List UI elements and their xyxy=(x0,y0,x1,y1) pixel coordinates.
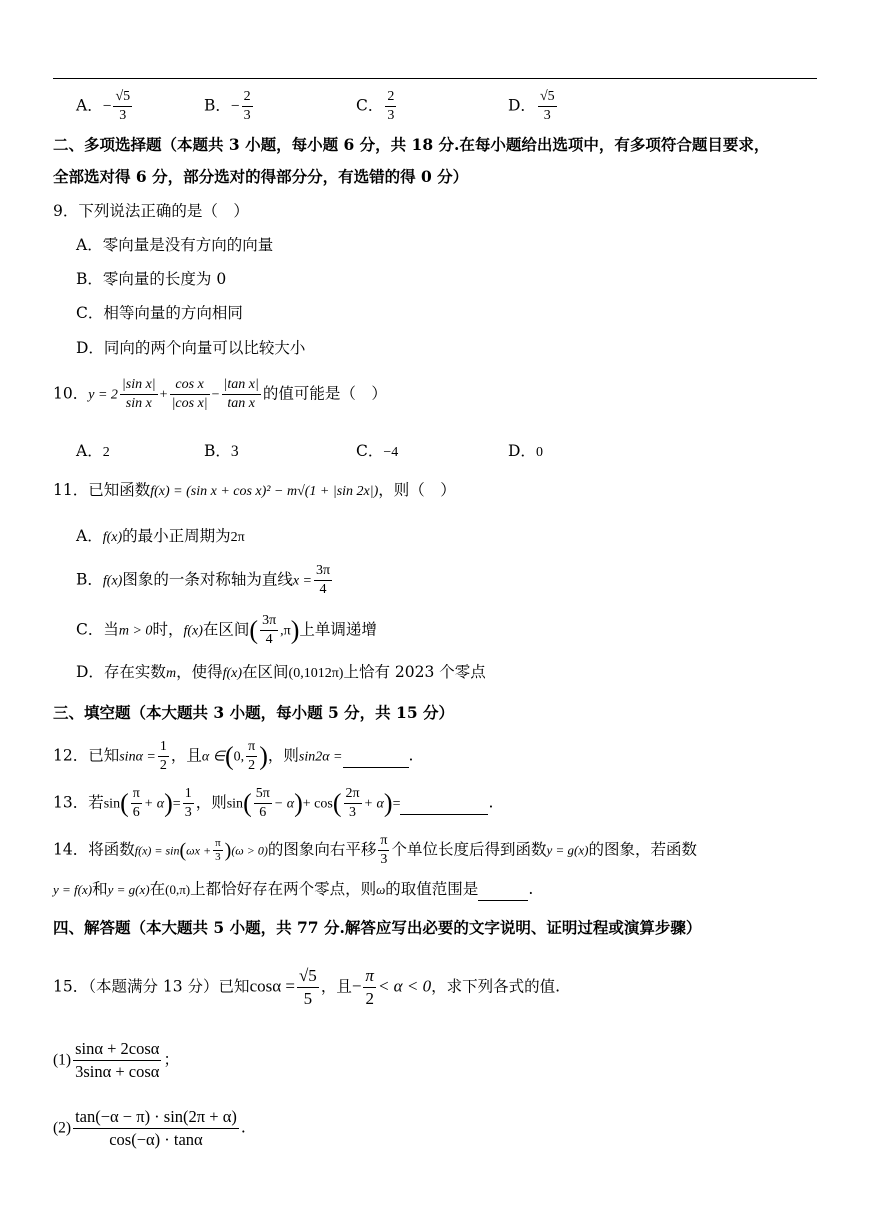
fraction xyxy=(378,832,389,869)
fraction xyxy=(363,965,376,1010)
fraction xyxy=(254,785,272,822)
denominator: 2 xyxy=(159,758,167,773)
semicolon: ； xyxy=(163,1050,179,1069)
denominator: 3 xyxy=(380,852,388,867)
fraction xyxy=(385,88,396,125)
interval: (0,π) xyxy=(165,882,191,897)
fraction xyxy=(344,785,362,822)
stem-text: 和 xyxy=(92,880,108,898)
numerator: 3π xyxy=(260,612,278,631)
q10-stem xyxy=(53,376,387,413)
denominator: 3 xyxy=(119,108,127,123)
option-text: 在区间 xyxy=(202,620,250,639)
condition: (ω > 0) xyxy=(231,843,268,858)
option-text: 上单调递增 xyxy=(299,620,377,639)
q11-option-d xyxy=(76,661,486,685)
right-paren: ) xyxy=(224,839,232,862)
denominator: 5 xyxy=(303,989,313,1008)
fraction xyxy=(314,562,332,599)
option-label: A． xyxy=(76,442,103,460)
numerator: |sin x| xyxy=(120,376,158,395)
term: + α xyxy=(363,796,384,812)
option-label: B． xyxy=(76,570,103,589)
stem-tail: 的值可能是（ ） xyxy=(262,384,387,403)
function-definition: f(x) = sin xyxy=(134,843,180,858)
q11-option-c xyxy=(76,612,377,649)
stem-text: 在 xyxy=(149,880,166,898)
function-symbol: f(x) xyxy=(183,623,203,639)
q15-stem xyxy=(53,965,560,1010)
denominator: 6 xyxy=(259,805,267,820)
denominator: 4 xyxy=(319,582,327,597)
fraction xyxy=(73,1038,161,1083)
q8-option-d xyxy=(508,88,559,125)
fraction xyxy=(297,965,319,1010)
variable: ω xyxy=(376,882,386,897)
q11-option-a xyxy=(76,525,245,549)
numerator: cos x xyxy=(170,376,210,395)
period: . xyxy=(240,1118,246,1137)
question-expression: sin2α = xyxy=(298,749,343,765)
denominator: 3 xyxy=(387,108,395,123)
stem-text: 的取值范围是 xyxy=(385,880,479,898)
section2-heading-line2: 全部选对得 6 分，部分选对的得部分分，有选错的得 0 分） xyxy=(53,167,469,186)
option-text: 图象的一条对称轴为直线 xyxy=(122,570,293,589)
interval: (0,1012π) xyxy=(288,666,344,681)
denominator: cos(−α) · tanα xyxy=(109,1130,203,1149)
numerator: √5 xyxy=(113,88,132,107)
period: . xyxy=(488,793,494,812)
fraction xyxy=(131,785,142,822)
fraction xyxy=(183,785,194,822)
numerator: 1 xyxy=(183,785,194,804)
function-definition: f(x) = (sin x + cos x)² − m√(1 + |sin 2x|) xyxy=(150,484,379,499)
denominator: 3sinα + cosα xyxy=(75,1062,160,1081)
stem-text: ，求下列各式的值. xyxy=(431,977,561,996)
stem-text: ，则 xyxy=(267,746,299,765)
stem-text: ，且 xyxy=(320,977,352,996)
denominator: 3 xyxy=(543,108,551,123)
stem-prefix: 12．已知 xyxy=(53,746,120,765)
numerator: π xyxy=(131,785,142,804)
term: − α xyxy=(273,796,295,812)
left-paren: ( xyxy=(120,788,129,818)
option-value: 3 xyxy=(230,443,239,460)
term: + α xyxy=(143,796,165,812)
fraction xyxy=(213,837,223,864)
denominator: 2 xyxy=(365,989,374,1008)
minus-sign: − xyxy=(230,97,240,115)
function-symbol: y = g(x) xyxy=(107,882,150,897)
numerator: 1 xyxy=(158,738,169,757)
right-paren: ) xyxy=(164,788,173,818)
option-text: 的最小正周期为 xyxy=(122,527,231,545)
right-paren: ) xyxy=(383,788,393,818)
interval-start: 0, xyxy=(233,749,245,765)
function-symbol: y = g(x) xyxy=(546,842,589,858)
stem-prefix: 15．（本题满分 13 分）已知 xyxy=(53,977,250,996)
numerator: 2 xyxy=(385,88,396,107)
sin-fn: sin xyxy=(103,796,121,812)
question-number: 10． xyxy=(53,384,89,403)
numerator: π xyxy=(215,837,221,849)
minus-sign: − xyxy=(211,387,220,403)
denominator: |cos x| xyxy=(171,396,208,411)
stem-text: ，则 xyxy=(195,793,227,812)
fraction xyxy=(538,88,557,125)
condition: α ∈ xyxy=(201,749,225,765)
option-text: ，使得 xyxy=(176,663,223,681)
q15-part2 xyxy=(53,1106,246,1151)
q8-option-a xyxy=(76,88,134,125)
q15-part1 xyxy=(53,1038,179,1083)
sin-fn: sin xyxy=(226,796,244,812)
stem-text: 的图象向右平移 xyxy=(267,840,377,859)
q14-line1 xyxy=(53,832,697,869)
numerator: 2π xyxy=(344,785,362,804)
q9-option-c: C．相等向量的方向相同 xyxy=(76,304,243,322)
numerator: 2 xyxy=(242,88,253,107)
option-value: 2π xyxy=(230,530,245,545)
inner-expression: ωx + xyxy=(186,843,212,858)
numerator: √5 xyxy=(538,88,557,107)
option-text: 上恰有 2023 个零点 xyxy=(343,663,486,681)
right-paren: ) xyxy=(294,788,303,818)
numerator: tan(−α − π) · sin(2π + α) xyxy=(73,1106,239,1129)
option-label: D． xyxy=(508,96,536,115)
option-value: 0 xyxy=(535,445,543,460)
given-lhs: sinα = xyxy=(119,749,156,765)
answer-blank[interactable] xyxy=(400,792,488,815)
q10-option-d xyxy=(508,440,543,464)
function-symbol: f(x) xyxy=(222,666,243,681)
option-value: 2 xyxy=(102,445,110,460)
numerator: |tan x| xyxy=(222,376,261,395)
option-label: A． xyxy=(76,527,103,545)
denominator: 4 xyxy=(265,632,273,647)
option-text: 时， xyxy=(152,620,184,639)
variable: m xyxy=(165,666,177,681)
given-lhs: cosα = xyxy=(249,976,295,996)
stem-text: ，且 xyxy=(170,746,202,765)
equation-lhs: y = 2 xyxy=(88,387,118,403)
option-label: D．存在实数 xyxy=(76,663,166,681)
left-paren: ( xyxy=(332,788,342,818)
q8-option-b xyxy=(204,88,255,125)
numerator: 5π xyxy=(254,785,272,804)
denominator: sin x xyxy=(125,396,152,411)
q12 xyxy=(53,738,413,775)
section2-heading-line1: 二、多项选择题（本题共 3 小题，每小题 6 分，共 18 分.在每小题给出选项中，有多项符合题目要求， xyxy=(53,135,770,154)
minus-sign: − xyxy=(102,97,112,115)
part-label: (1) xyxy=(53,1051,72,1069)
q10-option-a xyxy=(76,440,110,464)
fraction xyxy=(242,88,253,125)
denominator: 3 xyxy=(215,851,221,863)
q10-option-c xyxy=(356,440,398,464)
q9-option-a: A．零向量是没有方向的向量 xyxy=(76,236,274,254)
q11-option-b xyxy=(76,562,334,599)
q14-line2 xyxy=(53,878,533,901)
numerator: π xyxy=(378,832,389,851)
q9-option-b: B．零向量的长度为 0 xyxy=(76,270,227,288)
left-paren: ( xyxy=(243,788,252,818)
fraction-3 xyxy=(222,376,261,413)
fraction xyxy=(158,738,169,775)
option-value: −4 xyxy=(383,445,399,460)
stem-prefix: 11．已知函数 xyxy=(53,481,151,499)
interval-end: ,π xyxy=(280,623,291,639)
stem-prefix: 14．将函数 xyxy=(53,840,135,859)
numerator: 3π xyxy=(314,562,332,581)
numerator: π xyxy=(363,965,376,988)
stem-suffix: ，则（ ） xyxy=(378,481,456,499)
right-paren: ) xyxy=(290,615,300,645)
q11-stem xyxy=(53,479,456,503)
fraction xyxy=(246,738,257,775)
option-label: D． xyxy=(508,442,536,460)
period: . xyxy=(408,746,414,765)
q10-option-b xyxy=(204,440,239,463)
fraction-1 xyxy=(120,376,158,413)
equals: = xyxy=(172,796,181,812)
q9-option-d: D．同向的两个向量可以比较大小 xyxy=(76,339,306,357)
top-rule xyxy=(53,78,817,79)
numerator: √5 xyxy=(297,965,319,988)
option-label: C． xyxy=(356,96,384,115)
plus-sign: + xyxy=(159,387,168,403)
denominator: 3 xyxy=(243,108,251,123)
option-text: 在区间 xyxy=(242,663,289,681)
answer-blank[interactable] xyxy=(478,878,528,901)
denominator: 3 xyxy=(184,805,192,820)
function-symbol: f(x) xyxy=(102,530,123,545)
denominator: 6 xyxy=(132,805,140,820)
section3-heading: 三、填空题（本大题共 3 小题，每小题 5 分，共 15 分） xyxy=(53,703,455,722)
equation-lhs: x = xyxy=(292,573,313,589)
answer-blank[interactable] xyxy=(343,745,409,768)
inequality: < α < 0 xyxy=(377,976,432,996)
cos-fn: + cos xyxy=(302,796,333,812)
q8-option-c xyxy=(356,88,398,125)
option-label: A． xyxy=(76,96,103,115)
stem-prefix: 13．若 xyxy=(53,793,104,812)
denominator: 3 xyxy=(349,805,357,820)
option-label: B． xyxy=(204,442,231,460)
equals: = xyxy=(392,796,401,812)
right-paren: ) xyxy=(259,741,268,771)
q9-stem: 9．下列说法正确的是（ ） xyxy=(53,202,249,220)
fraction xyxy=(73,1106,239,1151)
period: . xyxy=(528,880,534,898)
function-symbol: y = f(x) xyxy=(53,882,93,897)
section4-heading: 四、解答题（本大题共 5 小题，共 77 分.解答应写出必要的文字说明、证明过程或演算步骤） xyxy=(53,918,702,937)
stem-text: 个单位长度后得到函数 xyxy=(391,840,547,859)
denominator: tan x xyxy=(227,396,255,411)
condition: m > 0 xyxy=(118,623,153,639)
option-label: C．当 xyxy=(76,620,119,639)
part-label: (2) xyxy=(53,1119,72,1137)
minus-sign: − xyxy=(351,976,362,996)
left-paren: ( xyxy=(179,839,187,862)
numerator: π xyxy=(246,738,257,757)
denominator: 2 xyxy=(248,758,256,773)
option-label: B． xyxy=(204,96,231,115)
numerator: sinα + 2cosα xyxy=(73,1038,161,1061)
function-symbol: f(x) xyxy=(102,573,123,589)
fraction-2 xyxy=(170,376,210,413)
fraction xyxy=(260,612,278,649)
stem-text: 上都恰好存在两个零点，则 xyxy=(190,880,377,898)
fraction xyxy=(113,88,132,125)
stem-text: 的图象，若函数 xyxy=(588,840,697,859)
q13 xyxy=(53,785,493,822)
left-paren: ( xyxy=(224,741,234,771)
option-label: C． xyxy=(356,442,384,460)
left-paren: ( xyxy=(249,615,259,645)
